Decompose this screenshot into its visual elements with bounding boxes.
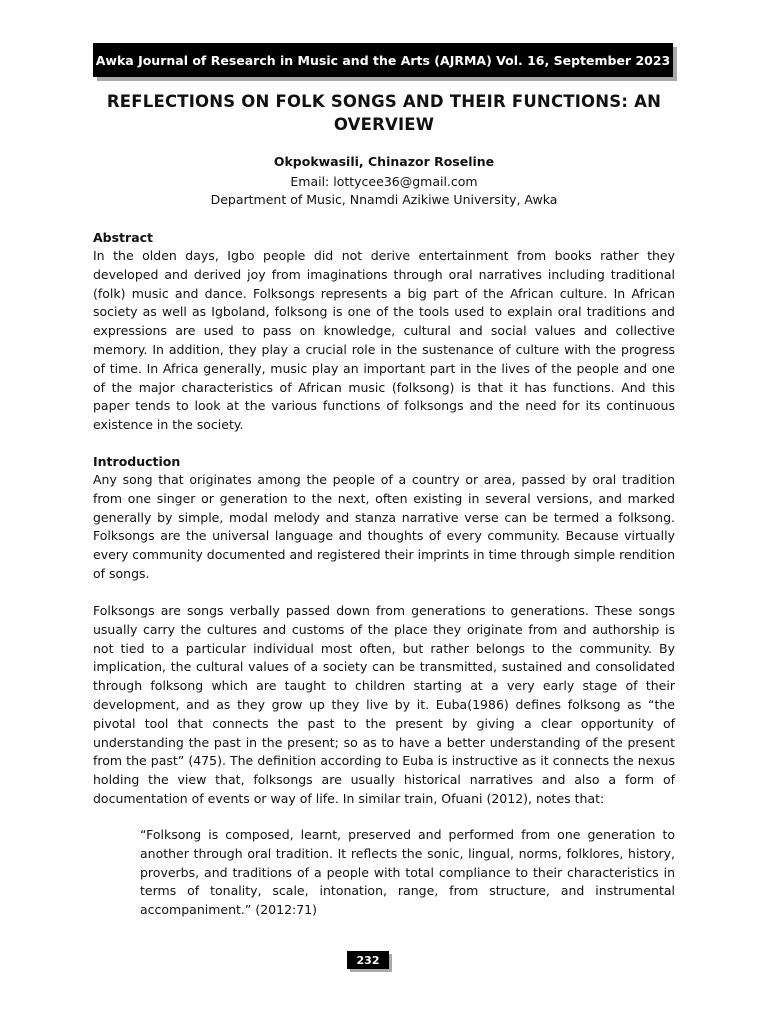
abstract-text: In the olden days, Igbo people did not derive entertainment from books rather they developed and derived joy from imaginations through oral narratives including traditional (folk) music and dance. Folksongs represents a big part of the African culture. In African society as well as Igboland, folksong is one of the tools used to explain oral traditions and expressions are used to pass on knowledge, cultural and social values and collective memory. In addition, they play a crucial role in the sustenance of culture with the progress of time. In Africa generally, music play an important part in the lives of the people and one of the major characteristics of African music (folksong) is that it has functions. And this paper tends to look at the various functions of folksongs and the need for its continuous existence in the society. [93,248,675,433]
introduction-paragraph-1: Any song that originates among the people of a country or area, passed by oral tradition from one singer or generation to the next, often existing in several versions, and marked generally by simple, modal melody and stanza narrative verse can be termed a folksong. Folksongs are the universal language and thoughts of every community. Because virtually every community documented and registered their imprints in time through simple rendition of songs. [93,472,675,581]
author-name: Okpokwasili, Chinazor Roseline [273,154,495,169]
block-quote: “Folksong is composed, learnt, preserved and performed from one generation to another through oral tradition. It reflects the sonic, lingual, norms, folklores, history, proverbs, and traditions of a people with total compliance to their characteristics in terms of tonality, scale, intonation, range, from structure, and instrumental accompaniment.” (2012:71) [140,827,675,918]
journal-header-text: Awka Journal of Research in Music and the Arts (AJRMA) Vol. 16, September 2023 [93,43,673,77]
introduction-paragraph-2: Folksongs are songs verbally passed down from generations to generations. These songs usually carry the cultures and customs of the place they originate from and authorship is not tied to a particular individual most often, but rather belongs to the community. By implication, the cultural values of a society can be transmitted, sustained and consolidated through folksong which are taught to children starting at a very early stage of their development, and as they grow up they live by it. Euba(1986) defines folksong as “the pivotal tool that connects the past to the present by giving a clear opportunity of understanding the past in the present; so as to have a better understanding of the present from the past” (475). The definition according to Euba is instructive as it connects the nexus holding the view that, folksongs are usually historical narratives and also a form of documentation of events or way of life. In similar train, Ofuani (2012), notes that: [93,603,675,806]
page-number-box [347,951,393,973]
author-email: Email: lottycee36@gmail.com [290,174,478,189]
article-title: REFLECTIONS ON FOLK SONGS AND THEIR FUNCTIONS: AN OVERVIEW [106,92,662,134]
author-affiliation: Department of Music, Nnamdi Azikiwe University, Awka [210,192,558,207]
introduction-heading: Introduction [93,454,181,469]
journal-header [93,43,677,81]
page-number: 232 [347,951,389,969]
abstract-heading: Abstract [93,230,154,245]
